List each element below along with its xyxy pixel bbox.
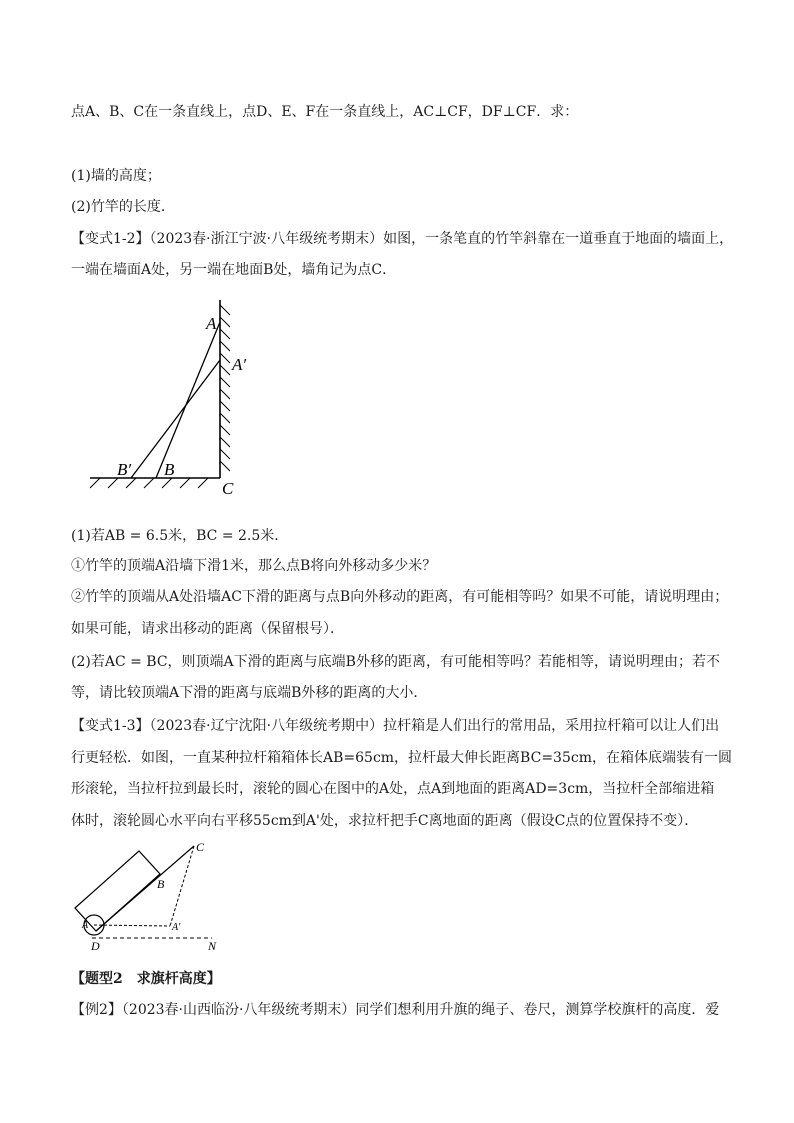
text-line: 形滚轮，当拉杆拉到最长时，滚轮的圆心在图中的A处，点A到地面的距离AD=3cm，当拉杆全部缩进箱: [71, 781, 715, 797]
label-b: B: [157, 877, 165, 891]
label-n: N: [208, 939, 217, 953]
label-a: A: [82, 920, 89, 931]
luggage-figure: [72, 836, 232, 956]
label-b: B: [164, 460, 175, 479]
text-line: ②竹竿的顶端从A处沿墙AC下滑的距离与点B向外移动的距离，有可能相等吗？如果不可能，请说明理由；: [71, 589, 729, 605]
ladder-figure: [80, 295, 260, 500]
text-line: (1)若AB = 6.5米，BC = 2.5米．: [71, 528, 289, 544]
text-line: 等，请比较顶端A下滑的距离与底端B外移的距离的大小．: [71, 685, 428, 701]
section-heading: 【题型2 求旗杆高度】: [71, 971, 221, 987]
text-line: 体时，滚轮圆心水平向右平移55cm到A'处，求拉杆把手C离地面的距离（假设C点的位置保持不变）．: [71, 813, 699, 829]
text-line: 点A、B、C在一条直线上，点D、E、F在一条直线上，AC⊥CF，DF⊥CF．求：: [71, 104, 579, 120]
text-line: 一端在墙面A处，另一端在地面B处，墙角记为点C．: [71, 262, 397, 278]
label-a-prime: A′: [232, 355, 247, 374]
text-line: ①竹竿的顶端A沿墙下滑1米，那么点B将向外移动多少米？: [71, 558, 437, 574]
text-line: 行更轻松．如图，一直某种拉杆箱箱体长AB=65cm，拉杆最大伸长距离BC=35cm，在箱体底端装有一圆: [71, 750, 732, 766]
label-a-prime: A′: [172, 922, 181, 933]
text-line: 如果可能，请求出移动的距离（保留根号）．: [71, 621, 344, 637]
label-b-prime: B′: [117, 460, 132, 479]
label-d: D: [91, 939, 100, 953]
label-c: C: [196, 840, 205, 854]
text-line: (2)若AC = BC，则顶端A下滑的距离与底端B外移的距离，有可能相等吗？若能相等，请说明理由；若不: [71, 654, 720, 670]
text-line: 【变式1-3】（2023春·辽宁沈阳·八年级统考期中）拉杆箱是人们出行的常用品，采用拉杆箱可以让人们出: [71, 718, 720, 734]
text-line: (2)竹竿的长度．: [71, 199, 175, 215]
label-c: C: [222, 479, 234, 498]
text-line: (1)墙的高度；: [71, 168, 161, 184]
label-a: A: [206, 314, 217, 333]
text-line: 【变式1-2】（2023春·浙江宁波·八年级统考期末）如图，一条笔直的竹竿斜靠在一道垂直于地面的墙面上，: [71, 231, 734, 247]
text-line: 【例2】（2023春·山西临汾·八年级统考期末）同学们想利用升旗的绳子、卷尺，测算学校旗杆的高度．爱: [71, 1002, 720, 1018]
